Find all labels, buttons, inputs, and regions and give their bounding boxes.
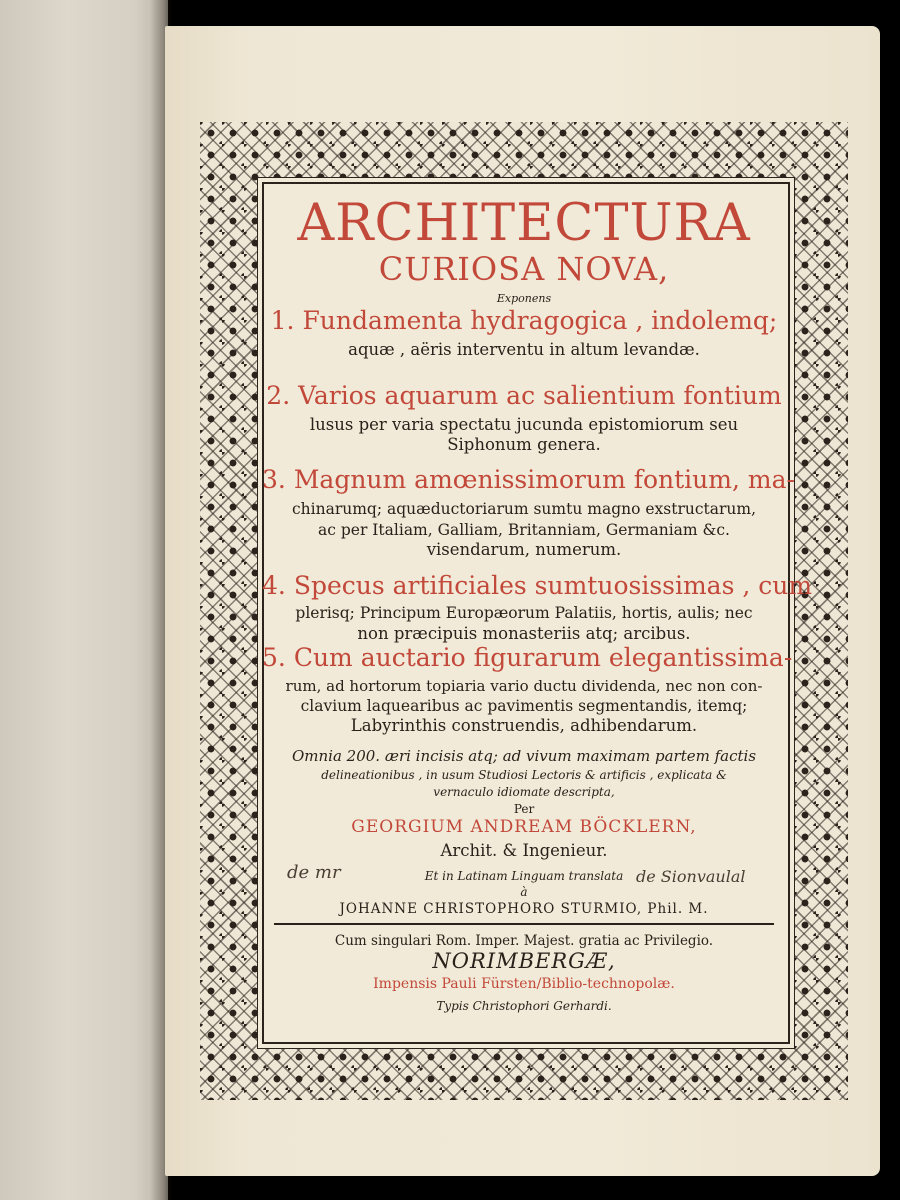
item-2-title: Varios aquarum ac salientium fontium [298,381,782,410]
omnia-line-3: vernaculo idiomate descripta, [433,785,615,799]
printer-line: Typis Christophori Gerhardi. [436,999,612,1013]
item-1-heading [262,306,786,336]
divider-rule [274,923,774,925]
author-name: GEORGIUM ANDREAM BÖCKLERN, [351,817,697,837]
main-title: ARCHITECTURA [297,194,751,253]
item-3-heading [262,465,795,495]
a-label: à [520,885,528,899]
handwritten-annotation-right: de Sionvaulal [636,867,746,886]
item-3-line-3: visendarum, numerum. [426,540,622,559]
item-3-title: Magnum amœnissimorum fontium, ma- [293,465,795,494]
author-title: Archit. & Ingenieur. [440,841,608,860]
item-4-line-1: plerisq; Principum Europæorum Palatiis, hortis, aulis; nec [295,604,753,622]
handwritten-annotation-left: de mr [287,862,341,883]
exponens-label: Exponens [496,292,552,305]
title-page-content [262,182,813,1040]
item-4-heading [262,571,813,601]
item-1-line-1: aquæ , aëris interventu in altum levandæ. [348,340,700,359]
translator-name: JOHANNE CHRISTOPHORO STURMIO, Phil. M. [339,901,709,917]
item-3-line-2: ac per Italiam, Galliam, Britanniam, Germaniam &c. [318,521,730,539]
subtitle: CURIOSA NOVA, [378,250,670,288]
item-2-heading [262,381,786,411]
item-3-line-1: chinarumq; aquæductoriarum sumtu magno exstructarum, [291,500,757,518]
item-2-line-2: Siphonum genera. [447,435,601,454]
translated-note: Et in Latinam Linguam translata [424,869,624,883]
item-5-number: 5. [262,643,286,672]
item-2-number: 2. [266,381,291,410]
item-5-heading [262,643,793,673]
per-label: Per [513,802,535,816]
item-1-title: Fundamenta hydragogica , indolemq; [302,306,778,335]
item-2-line-1: lusus per varia spectatu jucunda epistomiorum seu [309,415,739,434]
item-5-line-1: rum, ad hortorum topiaria vario ductu dividenda, nec non con- [285,677,763,695]
item-1-number: 1. [270,306,295,335]
imprint-city: NORIMBERGÆ, [432,949,616,973]
facing-blank-page [0,0,168,1200]
privilege-line: Cum singulari Rom. Imper. Majest. gratia ac Privilegio. [334,933,714,949]
publisher-line: Impensis Pauli Fürsten/Biblio-technopolæ. [373,976,675,992]
item-4-number: 4. [262,571,286,600]
item-5-line-3: Labyrinthis construendis, adhibendarum. [350,716,698,735]
item-4-title: Specus artificiales sumtuosissimas , cum [293,571,813,600]
item-3-number: 3. [262,465,286,494]
omnia-line-1: Omnia 200. æri incisis atq; ad vivum maximam partem factis [291,747,757,765]
item-5-line-2: clavium laquearibus ac pavimentis segmentandis, itemq; [300,697,748,715]
item-4-line-2: non præcipuis monasteriis atq; arcibus. [357,624,691,643]
item-5-title: Cum auctario figurarum elegantissima- [293,643,793,672]
omnia-line-2: delineationibus , in usum Studiosi Lectoris & artificis , explicata & [321,768,727,782]
